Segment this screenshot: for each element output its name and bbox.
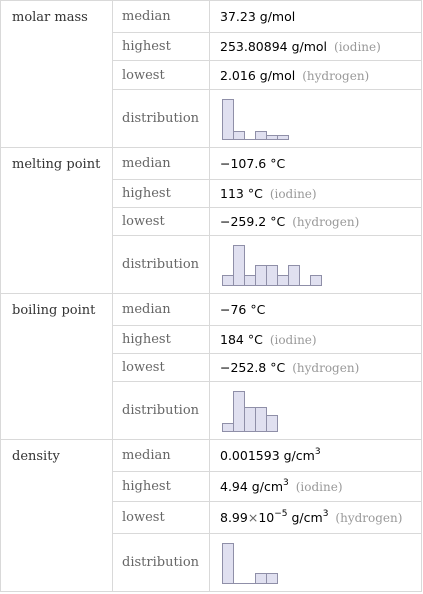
element-note: (iodine) bbox=[269, 187, 317, 201]
stat-value: 253.80894 g/mol (iodine) bbox=[210, 33, 422, 61]
distribution-cell bbox=[210, 534, 422, 592]
stat-value: −107.6 °C bbox=[210, 148, 422, 180]
histogram-bar bbox=[267, 415, 278, 431]
histogram-bar bbox=[223, 99, 234, 139]
histogram-bar bbox=[278, 275, 289, 285]
stat-label: highest bbox=[113, 326, 210, 354]
histogram-bar bbox=[234, 131, 245, 139]
histogram-bar bbox=[278, 135, 289, 139]
unit-exponent: 3 bbox=[322, 508, 329, 519]
stat-value: 184 °C (iodine) bbox=[210, 326, 422, 354]
stat-label: lowest bbox=[113, 502, 210, 534]
unit-exponent: 3 bbox=[283, 477, 289, 488]
property-name: molar mass bbox=[1, 1, 113, 148]
histogram-bar bbox=[256, 265, 267, 285]
histogram-bar bbox=[289, 265, 300, 285]
histogram-bar bbox=[267, 265, 278, 285]
stat-value: 0.001593 $g/cm^3$ bbox=[210, 440, 422, 472]
stat-label: lowest bbox=[113, 354, 210, 382]
stat-value: 2.016 g/mol (hydrogen) bbox=[210, 61, 422, 90]
histogram-bar bbox=[245, 275, 256, 285]
stat-label: distribution bbox=[113, 534, 210, 592]
stat-label: highest bbox=[113, 33, 210, 61]
stat-label: distribution bbox=[113, 90, 210, 148]
property-name: density bbox=[1, 440, 113, 592]
stat-label: highest bbox=[113, 180, 210, 208]
stat-label: median bbox=[113, 148, 210, 180]
histogram-bar bbox=[256, 573, 267, 583]
stat-label: lowest bbox=[113, 208, 210, 236]
histogram-bar bbox=[223, 423, 234, 431]
stat-label: median bbox=[113, 1, 210, 33]
histogram-bar bbox=[256, 407, 267, 431]
histogram-bar bbox=[267, 573, 278, 583]
stat-value: 4.94 $g/cm^3$ (iodine) bbox=[210, 472, 422, 502]
element-note: (hydrogen) bbox=[335, 511, 403, 525]
element-note: (hydrogen) bbox=[302, 68, 370, 83]
stat-value: −76 °C bbox=[210, 294, 422, 326]
stat-value: −259.2 °C (hydrogen) bbox=[210, 208, 422, 236]
histogram-bar bbox=[311, 275, 322, 285]
stat-value: 113 °C (iodine) bbox=[210, 180, 422, 208]
element-note: (iodine) bbox=[295, 480, 343, 494]
stat-label: distribution bbox=[113, 382, 210, 440]
histogram-bar bbox=[223, 275, 234, 285]
histogram-bar bbox=[245, 407, 256, 431]
stat-label: lowest bbox=[113, 61, 210, 90]
unit-exponent: 3 bbox=[314, 446, 321, 457]
distribution-histogram bbox=[220, 389, 279, 433]
histogram-bar bbox=[267, 135, 278, 139]
property-name: boiling point bbox=[1, 294, 113, 440]
element-note: (iodine) bbox=[334, 40, 381, 54]
stat-value: −252.8 °C (hydrogen) bbox=[210, 354, 422, 382]
histogram-bar bbox=[234, 245, 245, 285]
stat-label: median bbox=[113, 294, 210, 326]
scientific-exponent: −5 bbox=[274, 508, 288, 519]
distribution-histogram bbox=[220, 243, 323, 287]
stat-label: highest bbox=[113, 472, 210, 502]
histogram-bar bbox=[256, 131, 267, 139]
table-row bbox=[1, 440, 422, 472]
histogram-bar bbox=[234, 391, 245, 431]
element-note: (iodine) bbox=[269, 333, 317, 347]
distribution-cell bbox=[210, 90, 422, 148]
distribution-histogram bbox=[220, 97, 290, 141]
stat-label: median bbox=[113, 440, 210, 472]
histogram-bar bbox=[223, 543, 234, 583]
distribution-cell bbox=[210, 382, 422, 440]
element-note: (hydrogen) bbox=[292, 215, 360, 229]
distribution-histogram bbox=[220, 541, 279, 585]
stat-value: 37.23 g/mol bbox=[210, 1, 422, 33]
distribution-cell bbox=[210, 236, 422, 294]
stat-label: distribution bbox=[113, 236, 210, 294]
property-name: melting point bbox=[1, 148, 113, 294]
element-note: (hydrogen) bbox=[292, 361, 360, 375]
stat-value: $8.99\times 10^{-5}$ $g/cm^3$ (hydrogen) bbox=[210, 502, 422, 534]
table-row bbox=[1, 294, 422, 326]
table-row bbox=[1, 148, 422, 180]
table-row bbox=[1, 1, 422, 33]
